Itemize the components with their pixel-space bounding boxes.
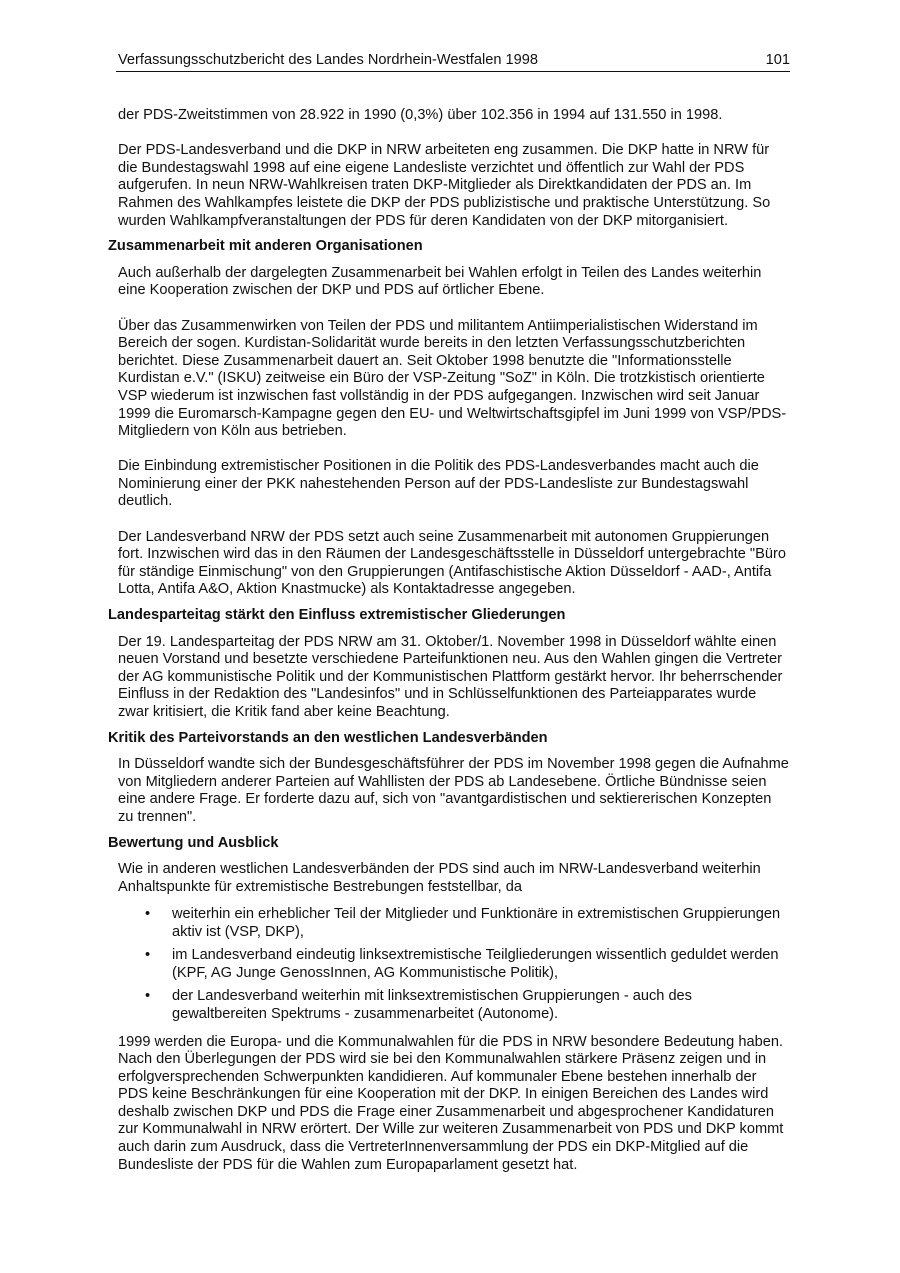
section1-paragraph-4: Der Landesverband NRW der PDS setzt auch seine Zusammenarbeit mit autonomen Gruppierungen fort. Inzwischen wird das in den Räumen der Landesgeschäftsstelle in Düsseldorf untergebrachte "Büro für ständige Einmischung" von den Gruppierungen (Antifaschistische Aktion Düsseldorf - AAD-, Antifa Lotta, Antifa A&O, Aktion Knastmucke) als Kontaktadresse angegeben. xyxy=(118,528,786,598)
section2-paragraph-1: Der 19. Landesparteitag der PDS NRW am 31. Oktober/1. November 1998 in Düsseldorf wählte einen neuen Vorstand und besetzte verschiedene Parteifunktionen neu. Aus den Wahlen gingen die Vertreter der AG kommunistische Politik und der Kommunistischen Plattform gestärkt hervor. Ihr beherrschender Einfluss in der Redaktion des "Landesinfos" und in Schlüsselfunktionen des Parteiapparates wurde zwar kritisiert, die Kritik fand aber keine Beachtung. xyxy=(118,633,783,720)
section1-paragraph-3: Die Einbindung extremistischer Positionen in die Politik des PDS-Landesverbandes macht auch die Nominierung einer der PKK nahestehenden Person auf der PDS-Landesliste zur Bundestagswahl deutlich. xyxy=(118,458,759,510)
section4-paragraph-1: Wie in anderen westlichen Landesverbänden der PDS sind auch im NRW-Landesverband weiterhin Anhaltspunkte für extremistische Bestrebungen feststellbar, da xyxy=(118,861,761,895)
section-heading-kritik: Kritik des Parteivorstands an den westlichen Landesverbänden xyxy=(108,729,548,746)
bullet-list xyxy=(106,906,790,1024)
list-item xyxy=(106,906,790,941)
list-item xyxy=(106,988,790,1023)
section-heading-zusammenarbeit: Zusammenarbeit mit anderen Organisationen xyxy=(108,238,423,255)
header-title: Verfassungsschutzbericht des Landes Nordrhein-Westfalen 1998 xyxy=(118,52,538,68)
bullet-icon: • xyxy=(145,988,151,1005)
list-item-text: weiterhin ein erheblicher Teil der Mitglieder und Funktionäre in extremistischen Gruppierungen aktiv ist (VSP, DKP), xyxy=(172,905,781,940)
list-item-text: im Landesverband eindeutig linksextremistische Teilgliederungen wissentlich geduldet werden (KPF, AG Junge GenossInnen, AG Kommunistische Politik), xyxy=(172,947,779,981)
section3-paragraph-1: In Düsseldorf wandte sich der Bundesgeschäftsführer der PDS im November 1998 gegen die Aufnahme von Mitgliedern anderer Parteien auf Wahllisten der PDS ab Landesebene. Örtliche Bündnisse seien eine andere Frage. Er forderte dazu auf, sich von "avantgardistischen und sektiererischen Konzepten zu trennen". xyxy=(118,756,789,825)
section4-paragraph-2: 1999 werden die Europa- und die Kommunalwahlen für die PDS in NRW besondere Bedeutung haben. Nach den Überlegungen der PDS wird sie bei den Kommunalwahlen stärkere Präsenz zeigen und in erfolgversprechenden Schwerpunkten kandidieren. Auf kommunaler Ebene bestehen innerhalb der PDS keine Beschränkungen für eine Kooperation mit der DKP. In einigen Bereichen des Landes wird deshalb zwischen DKP und PDS die Frage einer Zusammenarbeit und abgesprochener Kandidaturen zur Kommunalwahl in NRW erörtert. Der Wille zur weiteren Zusammenarbeit von PDS und DKP kommt auch darin zum Ausdruck, dass die VertreterInnenversammlung der PDS ein DKP-Mitglied auf die Bundesliste der PDS für die Wahlen zum Europaparlament gesetzt hat. xyxy=(118,1033,784,1173)
section1-paragraph-1: Auch außerhalb der dargelegten Zusammenarbeit bei Wahlen erfolgt in Teilen des Landes weiterhin eine Kooperation zwischen der DKP und PDS auf örtlicher Ebene. xyxy=(118,264,762,299)
page-content xyxy=(106,107,790,1182)
list-item xyxy=(106,947,790,982)
list-item-text: der Landesverband weiterhin mit linksextremistischen Gruppierungen - auch des gewaltbereiten Spektrums - zusammenarbeitet (Autonome). xyxy=(172,988,692,1022)
page-number: 101 xyxy=(765,52,790,68)
intro-paragraph-1: der PDS-Zweitstimmen von 28.922 in 1990 (0,3%) über 102.356 in 1994 auf 131.550 in 1998. xyxy=(118,107,723,123)
page-header xyxy=(116,52,790,72)
section-heading-bewertung: Bewertung und Ausblick xyxy=(108,834,279,851)
section-heading-landesparteitag: Landesparteitag stärkt den Einfluss extremistischer Gliederungen xyxy=(108,607,566,624)
bullet-icon: • xyxy=(145,905,151,922)
bullet-icon: • xyxy=(145,947,151,964)
section1-paragraph-2: Über das Zusammenwirken von Teilen der PDS und militantem Antiimperialistischen Widerstand im Bereich der sogen. Kurdistan-Solidarität wurde bereits in den letzten Verfassungsschutzberichten berichtet. Diese Zusammenarbeit dauert an. Seit Oktober 1998 benutzte die "Informationsstelle Kurdistan e.V." (ISKU) zeitweise ein Büro der VSP-Zeitung "SoZ" in Köln. Die trotzkistisch orientierte VSP wiederum ist inzwischen fast vollständig in der PDS aufgegangen. Inzwischen wird seit Januar 1999 die Euromarsch-Kampagne gegen den EU- und Weltwirtschaftsgipfel im Juni 1999 von VSP/PDS-Mitgliedern von Köln aus betrieben. xyxy=(118,317,787,440)
intro-paragraph-2: Der PDS-Landesverband und die DKP in NRW arbeiteten eng zusammen. Die DKP hatte in NRW für die Bundestagswahl 1998 auf eine eigene Landesliste verzichtet und öffentlich zur Wahl der PDS aufgerufen. In neun NRW-Wahlkreisen traten DKP-Mitglieder als Direktkandidaten der PDS an. Im Rahmen des Wahlkampfes leistete die DKP der PDS publizistische und praktische Unterstützung. So wurden Wahlkampfveranstaltungen der PDS für deren Kandidaten von der DKP mitorganisiert. xyxy=(118,142,771,229)
